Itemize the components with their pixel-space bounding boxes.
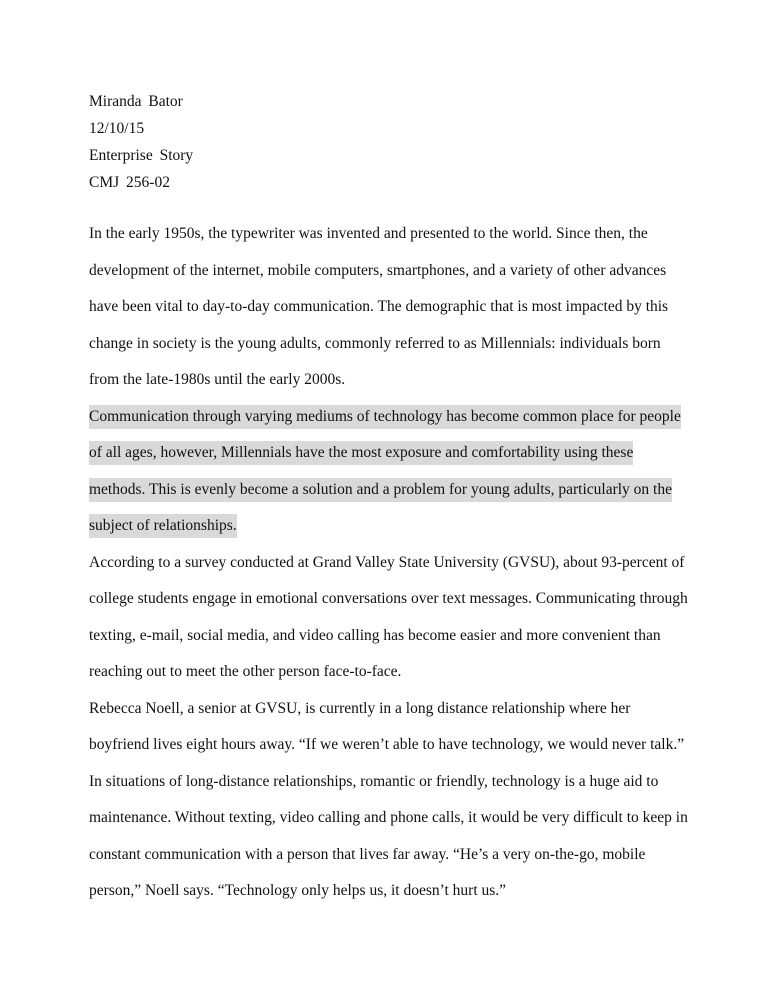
assignment-title: Enterprise Story: [89, 147, 194, 164]
text-line: college students engage in emotional conversations over text messages. Communicating through: [89, 590, 688, 607]
text-line: change in society is the young adults, commonly referred to as Millennials: individuals born: [89, 334, 661, 352]
paragraph: [89, 697, 689, 904]
text-line: Rebecca Noell, a senior at GVSU, is currently in a long distance relationship where her: [89, 699, 631, 717]
text-line: maintenance. Without texting, video calling and phone calls, it would be very difficult to keep in: [89, 809, 688, 826]
text-line: from the late-1980s until the early 2000s.: [89, 371, 346, 388]
text-line: person,” Noell says. “Technology only helps us, it doesn’t hurt us.”: [89, 882, 507, 899]
text-line: have been vital to day-to-day communication. The demographic that is most impacted by this: [89, 298, 669, 315]
text-line: texting, e-mail, social media, and video calling has become easier and more convenient than: [89, 626, 661, 644]
paragraph: [89, 405, 689, 539]
text-line: reaching out to meet the other person face-to-face.: [89, 663, 402, 680]
text-line: methods. This is evenly become a solution and a problem for young adults, particularly on the: [89, 478, 672, 502]
author-name: Miranda Bator: [89, 93, 183, 110]
text-line: constant communication with a person that lives far away. “He’s a very on-the-go, mobile: [89, 845, 646, 863]
course-code: CMJ 256-02: [89, 174, 170, 191]
text-line: of all ages, however, Millennials have the most exposure and comfortability using these: [89, 441, 633, 465]
paragraph: [89, 222, 689, 392]
text-line: Communication through varying mediums of technology has become common place for people: [89, 405, 681, 429]
paragraph: [89, 551, 689, 685]
document-header: [89, 88, 689, 196]
document-body: [89, 222, 689, 916]
text-line: boyfriend lives eight hours away. “If we weren’t able to have technology, we would never talk.”: [89, 736, 685, 753]
text-line: In the early 1950s, the typewriter was invented and presented to the world. Since then, the: [89, 225, 648, 242]
text-line: According to a survey conducted at Grand Valley State University (GVSU), about 93-percent of: [89, 553, 685, 571]
text-line: In situations of long-distance relationships, romantic or friendly, technology is a huge aid to: [89, 772, 659, 790]
text-line: development of the internet, mobile computers, smartphones, and a variety of other advances: [89, 261, 667, 279]
document-date: 12/10/15: [89, 120, 145, 137]
text-line: subject of relationships.: [89, 514, 237, 538]
